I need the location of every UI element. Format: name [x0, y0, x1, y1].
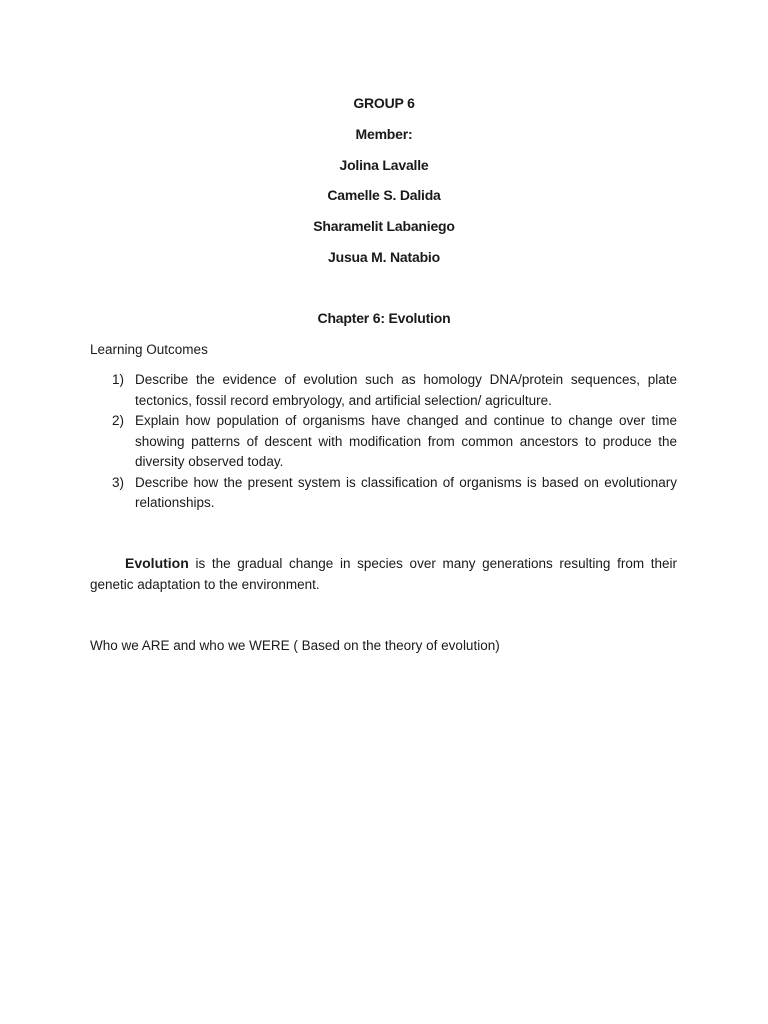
member-label: Member:: [355, 126, 413, 142]
evolution-definition: [90, 553, 677, 595]
list-item: [90, 411, 677, 473]
list-item-number: 2): [112, 413, 125, 428]
list-item-text: Explain how population of organisms have changed and continue to change over time showing patterns of descent with modification from common ancestors to produce the diversity observed today.: [135, 413, 677, 469]
list-item-text: Describe how the present system is classification of organisms is based on evolutionary relationships.: [135, 474, 677, 510]
list-item-number: 1): [112, 372, 125, 387]
member-name-3: Sharamelit Labaniego: [313, 218, 455, 234]
closing-line: Who we ARE and who we WERE ( Based on the theory of evolution): [90, 638, 500, 653]
member-name-1: Jolina Lavalle: [339, 157, 429, 173]
list-item: [90, 473, 677, 514]
group-title: GROUP 6: [353, 95, 415, 111]
chapter-title: Chapter 6: Evolution: [317, 310, 451, 326]
list-item-number: 3): [112, 474, 125, 490]
learning-outcomes-list: [90, 370, 677, 514]
learning-outcomes-heading: Learning Outcomes: [90, 342, 208, 357]
evolution-term: Evolution: [125, 555, 189, 571]
member-name-2: Camelle S. Dalida: [327, 187, 441, 203]
member-name-4: Jusua M. Natabio: [328, 249, 440, 265]
evolution-definition-text: is the gradual change in species over many generations resulting from their genetic adaptation to the environment.: [90, 556, 677, 592]
list-item: [90, 370, 677, 411]
list-item-text: Describe the evidence of evolution such as homology DNA/protein sequences, plate tectonics, fossil record embryology, and artificial selection/ agriculture.: [135, 372, 677, 408]
